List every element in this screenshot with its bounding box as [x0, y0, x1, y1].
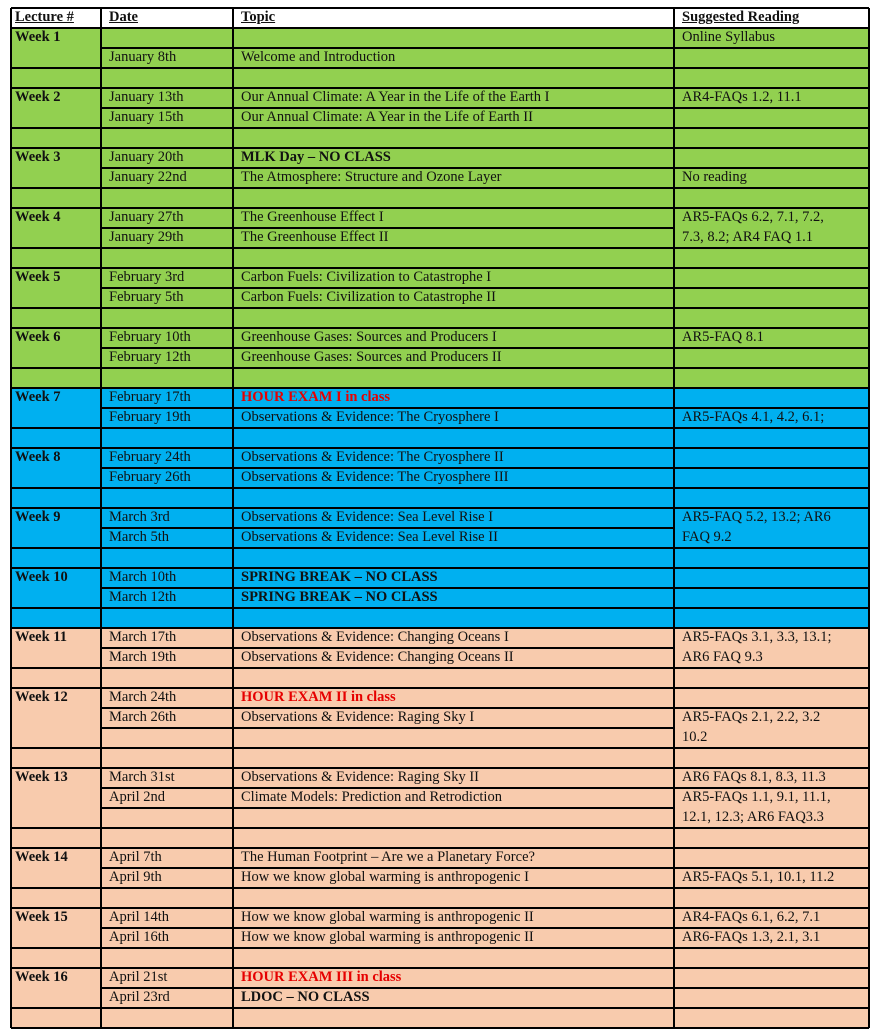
row-divider — [101, 467, 869, 469]
date-cell: April 7th — [109, 849, 162, 865]
reading-cell — [682, 108, 867, 128]
week-label: Week 9 — [15, 509, 61, 525]
exam-topic: HOUR EXAM I in class — [241, 389, 391, 405]
reading-cell — [682, 468, 867, 488]
reading-cell — [682, 848, 867, 868]
topic-cell: Carbon Fuels: Civilization to Catastrophe I — [241, 269, 492, 285]
date-cell — [109, 728, 231, 748]
row-divider — [11, 427, 869, 429]
week-label: Week 5 — [15, 269, 61, 285]
row-divider — [11, 667, 869, 669]
topic-cell: Observations & Evidence: Sea Level Rise II — [241, 529, 498, 545]
topic-cell: Our Annual Climate: A Year in the Life of the Earth I — [241, 89, 550, 105]
row-divider — [11, 307, 869, 309]
row-divider — [101, 227, 674, 229]
row-divider — [101, 287, 869, 289]
topic-cell: Welcome and Introduction — [241, 49, 396, 65]
row-divider — [11, 7, 869, 9]
reading-cell: AR5-FAQs 3.1, 3.3, 13.1; — [682, 629, 832, 645]
row-divider — [101, 167, 869, 169]
date-cell: April 14th — [109, 909, 170, 925]
reading-cell — [682, 448, 867, 468]
topic-cell — [241, 728, 672, 748]
topic-cell: Climate Models: Prediction and Retrodiction — [241, 789, 502, 805]
topic-cell: Observations & Evidence: Raging Sky I — [241, 709, 475, 725]
column-divider — [232, 8, 234, 1028]
reading-cell: AR5-FAQs 5.1, 10.1, 11.2 — [682, 869, 835, 885]
reading-cell: AR5-FAQs 6.2, 7.1, 7.2, — [682, 209, 824, 225]
date-cell: March 19th — [109, 649, 177, 665]
row-divider — [101, 707, 869, 709]
date-cell: February 12th — [109, 349, 191, 365]
row-divider — [101, 587, 869, 589]
week-label: Week 13 — [15, 769, 68, 785]
date-cell: January 22nd — [109, 169, 187, 185]
topic-cell: LDOC – NO CLASS — [241, 989, 370, 1005]
topic-cell: Observations & Evidence: The Cryosphere I — [241, 409, 499, 425]
row-divider — [11, 827, 869, 829]
date-cell: February 10th — [109, 329, 191, 345]
topic-cell: The Greenhouse Effect II — [241, 229, 389, 245]
row-divider — [101, 647, 674, 649]
date-cell: February 17th — [109, 389, 191, 405]
reading-cell: 10.2 — [682, 729, 708, 745]
week-label: Week 14 — [15, 849, 68, 865]
date-cell: February 26th — [109, 469, 191, 485]
row-divider — [101, 107, 869, 109]
date-cell: April 9th — [109, 869, 162, 885]
date-cell: April 2nd — [109, 789, 165, 805]
topic-cell: Observations & Evidence: Changing Oceans II — [241, 649, 514, 665]
row-divider — [101, 47, 869, 49]
date-cell: March 24th — [109, 689, 177, 705]
topic-cell: Our Annual Climate: A Year in the Life of Earth II — [241, 109, 533, 125]
row-divider — [11, 367, 869, 369]
row-divider — [11, 67, 869, 69]
row-divider — [11, 1007, 869, 1009]
date-cell — [109, 808, 231, 828]
row-divider — [101, 787, 869, 789]
reading-cell: AR6-FAQs 1.3, 2.1, 3.1 — [682, 929, 821, 945]
topic-cell: Observations & Evidence: Changing Oceans I — [241, 629, 509, 645]
week-label: Week 11 — [15, 629, 67, 645]
date-cell: March 5th — [109, 529, 169, 545]
reading-cell: AR5-FAQs 2.1, 2.2, 3.2 — [682, 709, 821, 725]
date-cell: February 5th — [109, 289, 184, 305]
reading-cell: AR5-FAQs 1.1, 9.1, 11.1, — [682, 789, 831, 805]
row-divider — [11, 607, 869, 609]
topic-cell: Observations & Evidence: The Cryosphere III — [241, 469, 509, 485]
row-divider — [11, 127, 869, 129]
reading-cell — [682, 688, 867, 708]
week-label: Week 7 — [15, 389, 61, 405]
reading-cell: No reading — [682, 169, 747, 185]
date-cell: March 31st — [109, 769, 175, 785]
topic-cell: Observations & Evidence: The Cryosphere II — [241, 449, 504, 465]
course-schedule-table — [11, 8, 869, 1028]
topic-cell: How we know global warming is anthropogenic II — [241, 929, 534, 945]
column-divider — [673, 8, 675, 1028]
date-cell: January 29th — [109, 229, 184, 245]
week-label: Week 4 — [15, 209, 61, 225]
date-cell: January 20th — [109, 149, 184, 165]
topic-cell: The Greenhouse Effect I — [241, 209, 384, 225]
week-label: Week 6 — [15, 329, 61, 345]
topic-cell — [241, 28, 672, 48]
row-divider — [101, 347, 869, 349]
topic-cell: MLK Day – NO CLASS — [241, 149, 391, 165]
column-divider — [868, 8, 870, 1028]
week-label: Week 2 — [15, 89, 61, 105]
date-cell: January 27th — [109, 209, 184, 225]
row-divider — [101, 927, 869, 929]
topic-cell: Greenhouse Gases: Sources and Producers I — [241, 329, 497, 345]
row-divider — [101, 987, 869, 989]
row-divider — [11, 487, 869, 489]
reading-cell — [682, 988, 867, 1008]
row-divider — [11, 947, 869, 949]
topic-cell — [241, 808, 672, 828]
row-divider — [101, 727, 674, 729]
topic-cell: How we know global warming is anthropogenic I — [241, 869, 529, 885]
column-divider — [10, 8, 12, 1028]
date-cell: April 21st — [109, 969, 168, 985]
topic-header: Topic — [241, 9, 276, 25]
date-cell: January 8th — [109, 49, 177, 65]
row-divider — [101, 807, 674, 809]
topic-cell: Observations & Evidence: Raging Sky II — [241, 769, 479, 785]
date-cell: February 19th — [109, 409, 191, 425]
date-cell: April 23rd — [109, 989, 170, 1005]
reading-cell — [682, 148, 867, 168]
date-cell: April 16th — [109, 929, 170, 945]
week-label: Week 16 — [15, 969, 68, 985]
date-cell: January 13th — [109, 89, 184, 105]
topic-cell: SPRING BREAK – NO CLASS — [241, 569, 438, 585]
reading-cell: Online Syllabus — [682, 29, 776, 45]
date-cell — [109, 28, 231, 48]
reading-cell — [682, 348, 867, 368]
week-label: Week 3 — [15, 149, 61, 165]
row-divider — [11, 247, 869, 249]
reading-cell: AR4-FAQs 6.1, 6.2, 7.1 — [682, 909, 821, 925]
topic-cell: Carbon Fuels: Civilization to Catastrophe II — [241, 289, 496, 305]
date-cell: February 3rd — [109, 269, 185, 285]
reading-cell: FAQ 9.2 — [682, 529, 732, 545]
reading-cell — [682, 388, 867, 408]
date-cell: March 17th — [109, 629, 177, 645]
reading-cell: AR6 FAQs 8.1, 8.3, 11.3 — [682, 769, 826, 785]
topic-cell: How we know global warming is anthropogenic II — [241, 909, 534, 925]
date-cell: January 15th — [109, 109, 184, 125]
reading-cell — [682, 268, 867, 288]
topic-cell: The Human Footprint – Are we a Planetary Force? — [241, 849, 535, 865]
reading-cell — [682, 968, 867, 988]
row-divider — [11, 547, 869, 549]
reading-cell: AR5-FAQs 4.1, 4.2, 6.1; — [682, 409, 825, 425]
exam-topic: HOUR EXAM III in class — [241, 969, 402, 985]
week-label: Week 8 — [15, 449, 61, 465]
week-label: Week 10 — [15, 569, 68, 585]
reading-header: Suggested Reading — [682, 9, 800, 25]
row-divider — [11, 887, 869, 889]
exam-topic: HOUR EXAM II in class — [241, 689, 396, 705]
reading-cell: 7.3, 8.2; AR4 FAQ 1.1 — [682, 229, 814, 245]
topic-cell: Greenhouse Gases: Sources and Producers II — [241, 349, 502, 365]
reading-cell: AR4-FAQs 1.2, 11.1 — [682, 89, 802, 105]
date-cell: February 24th — [109, 449, 191, 465]
date-header: Date — [109, 9, 138, 25]
reading-cell — [682, 288, 867, 308]
date-cell: March 12th — [109, 589, 177, 605]
reading-cell: AR6 FAQ 9.3 — [682, 649, 763, 665]
date-cell: March 26th — [109, 709, 177, 725]
reading-cell: AR5-FAQ 8.1 — [682, 329, 764, 345]
row-divider — [11, 187, 869, 189]
week-label: Week 1 — [15, 29, 61, 45]
reading-cell: AR5-FAQ 5.2, 13.2; AR6 — [682, 509, 831, 525]
date-cell: March 10th — [109, 569, 177, 585]
reading-cell — [682, 48, 867, 68]
week-label: Week 15 — [15, 909, 68, 925]
reading-cell — [682, 568, 867, 588]
row-divider — [11, 747, 869, 749]
topic-cell: The Atmosphere: Structure and Ozone Layer — [241, 169, 502, 185]
topic-cell: SPRING BREAK – NO CLASS — [241, 589, 438, 605]
reading-cell: 12.1, 12.3; AR6 FAQ3.3 — [682, 809, 824, 825]
topic-cell: Observations & Evidence: Sea Level Rise I — [241, 509, 494, 525]
date-cell: March 3rd — [109, 509, 170, 525]
lecture-header: Lecture # — [15, 9, 74, 25]
row-divider — [101, 867, 869, 869]
week-label: Week 12 — [15, 689, 68, 705]
row-divider — [101, 407, 869, 409]
reading-cell — [682, 588, 867, 608]
row-divider — [101, 527, 674, 529]
column-divider — [100, 8, 102, 1028]
